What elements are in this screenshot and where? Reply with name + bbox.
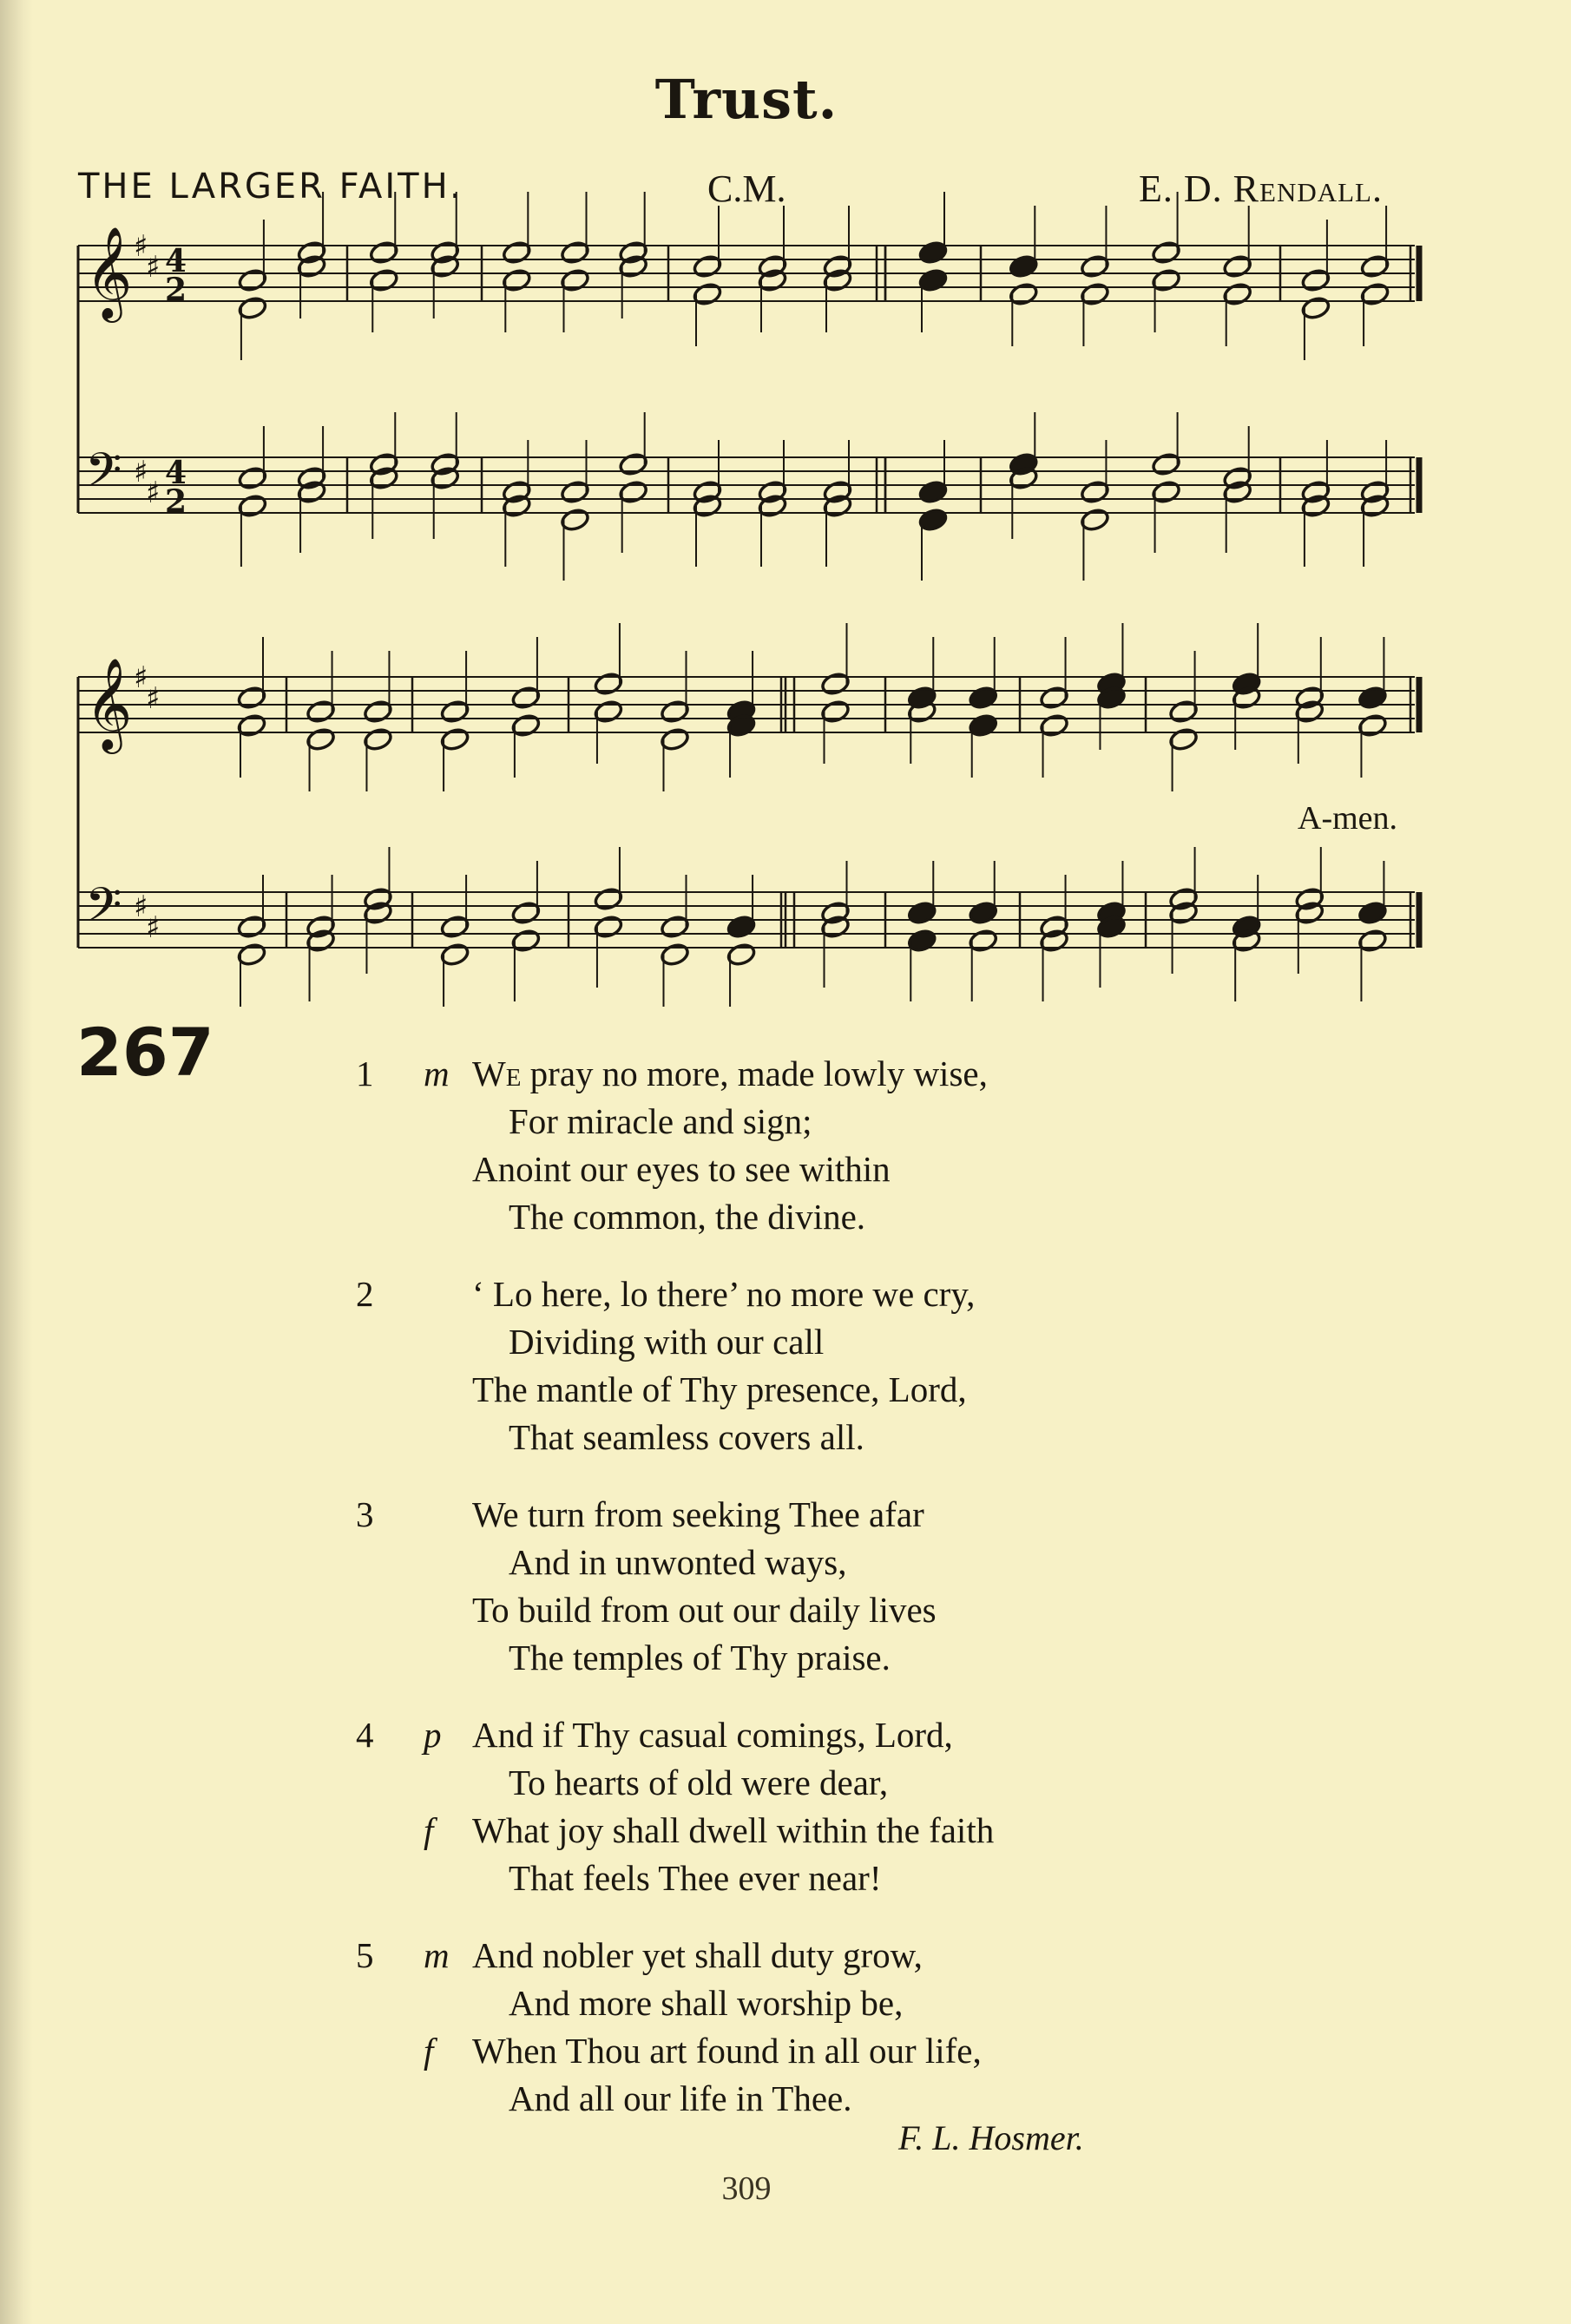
verse-line-text [365,1366,967,1414]
verse-line-text [365,1855,881,1902]
verse-line-text [365,2075,851,2123]
verse-line-text [365,2027,982,2075]
verse-line-text [365,1414,864,1461]
dynamic-mark: p [424,1715,442,1755]
time-signature-bottom: 2 [165,272,187,308]
verse-line-text [365,1270,975,1318]
verse-3 [356,1491,994,1682]
sharp-icon: ♯ [134,890,148,924]
line-text: When Thou art found in all our life, [472,2031,982,2071]
verse-2 [356,1270,994,1461]
verse-line-text [365,1634,891,1682]
score-system-2 [78,623,1419,1007]
verse-line-text [365,1098,812,1146]
verse-line [365,1366,994,1414]
hymn-verses [356,1050,995,2152]
line-text: pray no more, made lowly wise, [521,1054,988,1093]
verse-line-text [365,1491,924,1539]
verse-line-text [365,1979,903,2027]
verse-line [356,1711,994,1759]
bass-clef-icon: 𝄢 [85,877,122,944]
sharp-icon: ♯ [146,681,161,716]
verse-line-text [365,1050,988,1098]
verse-line [356,1491,994,1539]
verse-line [365,1098,994,1146]
verse-line [365,1193,994,1241]
tune-name: THE LARGER FAITH. [78,167,463,207]
dynamic-mark: m [424,1935,450,1975]
verse-line [365,1979,994,2027]
verse-number: 2 [356,1274,374,1314]
time-signature-top: 4 [165,455,187,491]
verse-line-text [365,1318,824,1366]
verse-line [365,1414,994,1461]
line-text: And in unwonted ways, [509,1542,847,1582]
sharp-icon: ♯ [146,476,161,510]
line-text: The common, the divine. [509,1197,866,1237]
verse-5 [356,1932,994,2123]
line-text: And if Thy casual comings, Lord, [472,1715,953,1755]
line-text: ‘ Lo here, lo there’ no more we cry, [472,1274,976,1314]
verse-number: 1 [356,1054,374,1093]
verse-line [365,1855,994,1902]
tune-meter: C.M. [707,167,786,210]
hymn-number: 267 [76,1014,214,1091]
verse-line-text [365,1146,891,1193]
time-signature-top: 4 [165,243,187,279]
verse-line [356,1270,994,1318]
music-score [0,0,1571,1007]
dynamic-mark: f [424,2031,434,2071]
line-text: And more shall worship be, [509,1983,904,2023]
verse-line-text [365,1759,888,1807]
amen-label: A-men. [1298,800,1398,837]
section-title: Trust. [654,68,838,131]
line-text: To hearts of old were dear, [509,1763,889,1802]
verse-line-text [365,1711,953,1759]
verse-line [365,2075,994,2123]
line-text: That seamless covers all. [509,1417,864,1457]
sharp-icon: ♯ [146,250,161,285]
initial-word: We [472,1054,522,1093]
line-text: To build from out our daily lives [472,1590,937,1630]
line-text: Dividing with our call [509,1322,825,1362]
verse-line-text [365,1539,846,1586]
sharp-icon: ♯ [134,660,148,695]
verse-1 [356,1050,994,1241]
verse-line [365,1539,994,1586]
sharp-icon: ♯ [146,910,161,945]
line-text: For miracle and sign; [509,1101,812,1141]
verse-line [365,1634,994,1682]
page-number: 309 [721,2170,772,2207]
verse-number: 3 [356,1494,374,1534]
verse-line-text [365,1193,865,1241]
sharp-icon: ♯ [134,455,148,489]
line-text: The temples of Thy praise. [509,1638,891,1677]
treble-clef-icon: 𝄞 [85,226,133,318]
composer-initials: E. D. [1139,167,1223,210]
time-signature-bottom: 2 [165,483,187,520]
dynamic-mark: m [424,1054,450,1093]
line-text: And nobler yet shall duty grow, [472,1935,923,1975]
verse-line [365,1759,994,1807]
verse-line [365,1586,994,1634]
line-text: That feels Thee ever near! [509,1858,882,1898]
treble-clef-icon: 𝄞 [85,657,133,750]
dynamic-mark: f [424,1810,434,1850]
sharp-icon: ♯ [134,229,148,264]
composer-surname: Rendall. [1232,167,1383,210]
line-text: Anoint our eyes to see within [472,1149,891,1189]
verse-number: 5 [356,1935,374,1975]
verse-line [365,1807,994,1855]
score-system-1 [78,192,1419,581]
verse-line [365,1318,994,1366]
verse-line-text [365,1807,994,1855]
verse-line [356,1932,994,1979]
verse-line-text [365,1586,937,1634]
line-text: And all our life in Thee. [509,2078,852,2118]
verse-line [365,1146,994,1193]
verse-number: 4 [356,1715,374,1755]
line-text: What joy shall dwell within the faith [472,1810,995,1850]
hymn-author: F. L. Hosmer. [898,2118,1084,2157]
bass-clef-icon: 𝄢 [85,443,122,509]
verse-4 [356,1711,995,1902]
line-text: We turn from seeking Thee afar [472,1494,924,1534]
line-text: The mantle of Thy presence, Lord, [472,1369,967,1409]
verse-line [356,1050,994,1098]
verse-line [365,2027,994,2075]
